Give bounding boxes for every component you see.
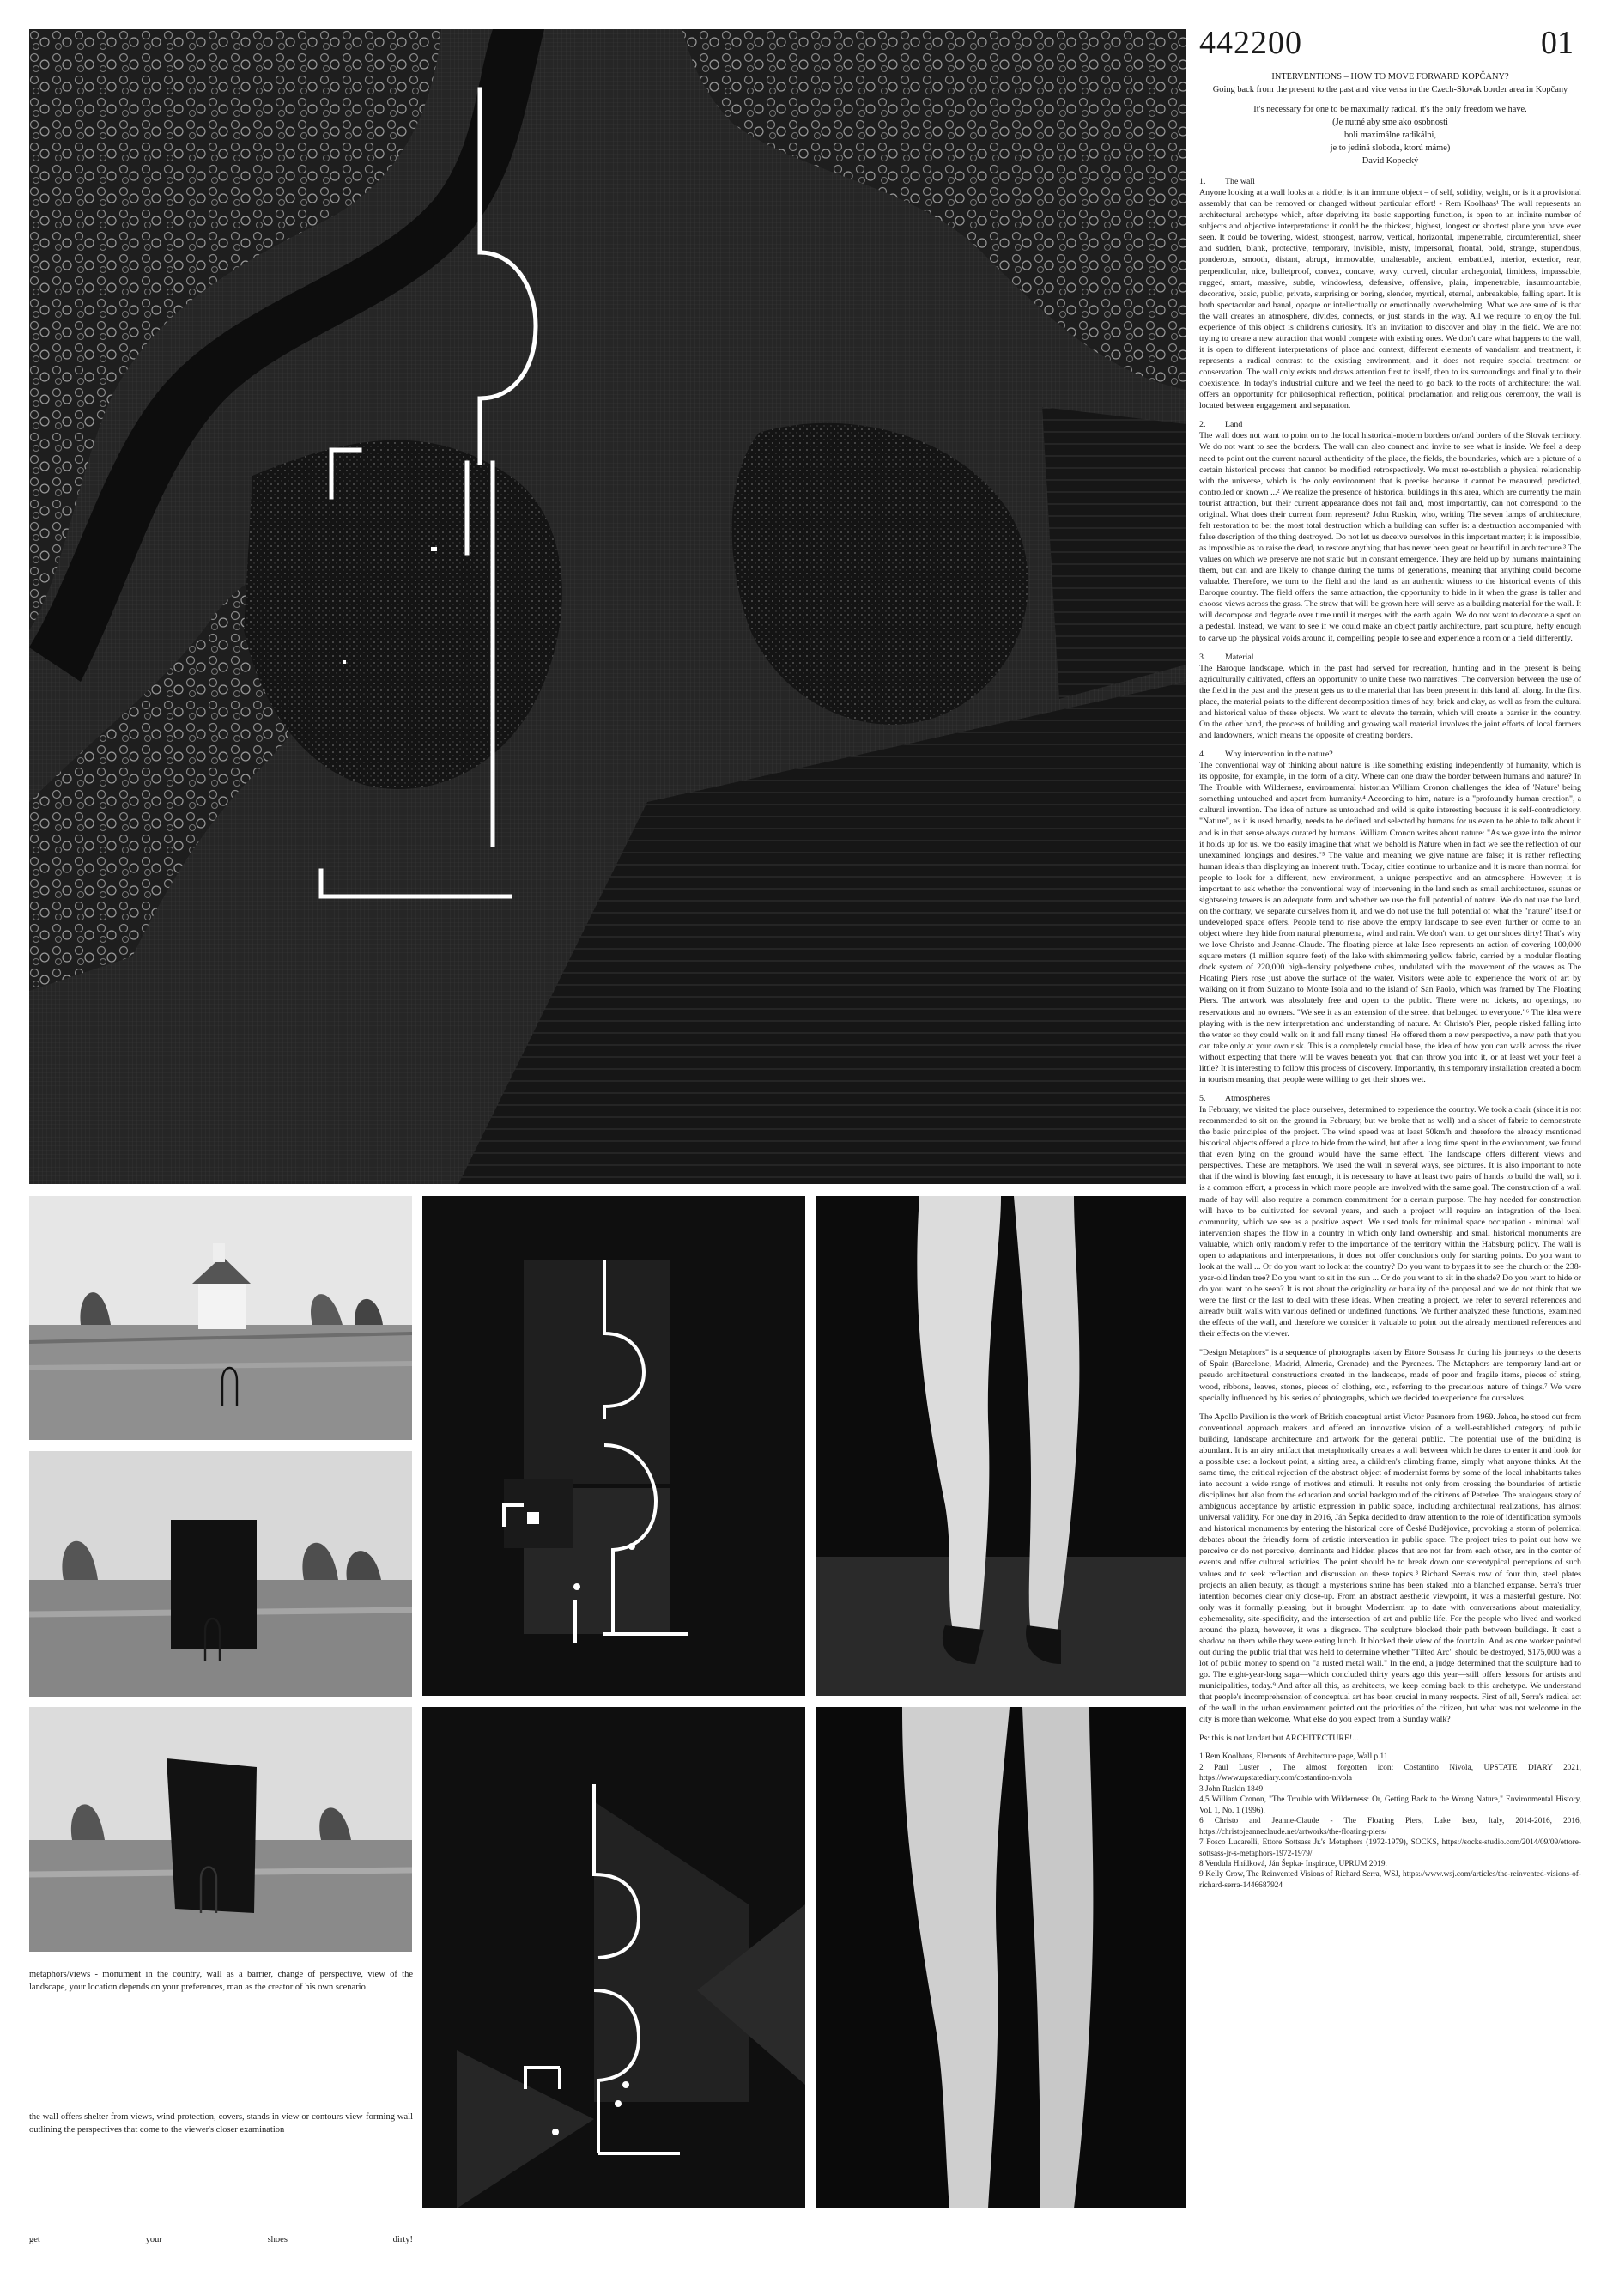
reference-item: 8 Vendula Hnídková, Ján Šepka- Inspirace, UPRUM 2019. bbox=[1199, 1859, 1387, 1868]
section-apollo-pavilion bbox=[1199, 1412, 1581, 1726]
section-number: 1. bbox=[1199, 177, 1206, 186]
section-body: The conventional way of thinking about nature is like something existing independently of humanity, which is its opposite, for example, in the form of a city. Where can one draw the border between humans and nature? In The Trouble with Wilderness, environmental historian William Cronon challenges the idea of 'Nature' being something untouched and apart from humanity.⁴ According to him, nature is a "profoundly human creation", a cultural invention. The idea of nature as untouched and wild is quite interesting because it is self-contradictory. "Nature", as it is used broadly, needs to be defined and selected by humans for us even to be able to talk about it and is in that sense always curated by humans. William Cronon writes about nature: "As we gaze into the mirror it holds up for us, we too easily imagine that what we behold is Nature when in fact we see the reflection of our unexamined longings and desires."⁵ The value and meaning we give nature are false; it is rather reflecting human ideals than displaying an inherent truth. Today, cities continue to urbanize and it is more than normal for people to look for a different, new environment, a unique perspective and an atmosphere. However, it is important to ask whether the conventional way of intervening in the land such as small architectures, saunas or sightseeing towers is an adequate form and whether we use the full potential of nature. We do not use the land, on the contrary, we separate ourselves from it, and we do not use the full potential of what the "nature" itself or undeveloped space offers. People tend to rise above the empty landscape to see even further or come to an object where they hide from natural phenomena, wind and rain. We don't want to get our shoes dirty! That's why we love Christo and Jeanne-Claude. The floating pierce at lake Iseo represents an action of covering 100,000 square meters (1 million square feet) of the lake with shimmering yellow fabric, carried by a modular floating dock system of 220,000 high-density polyethene cubes, undulated with the movement of the waves as The Floating Piers rose just above the surface of the water. Visitors were able to experience the work of art by walking on it from Sulzano to Monte Isola and to the island of San Paolo, which was framed by The Floating Piers. The artwork was absolutely free and open to the public. There were no tickets, no openings, no reservations and no owners. "We see it as an extension of the street that belonged to everyone."⁶ The idea we're playing with is the new interpretation and understanding of nature. At Christo's Pier, people risked falling into the water so they could walk on it and fall many times! He offered them a new perspective, a new path that you can take only at your own risk. This is a completely crucial base, the idea of how you can walk across the river without expecting that there will be waves beneath you that can throw you into it, or at least wet your feet a little? It is interesting to follow this process of discovery. Importantly, this temporary installation created a boom in tourism meaning that people were willing to get their shoes wet. bbox=[1199, 761, 1581, 1084]
quote-line: je to jediná sloboda, ktorú máme) bbox=[1330, 143, 1451, 154]
quote-line: boli maximálne radikálni, bbox=[1343, 131, 1437, 141]
quote-author: David Kopecký bbox=[1361, 156, 1419, 167]
section-number: 4. bbox=[1199, 750, 1206, 760]
postscript: Ps: this is not landart but ARCHITECTURE!... bbox=[1199, 1734, 1359, 1744]
slogan-word: dirty! bbox=[392, 2235, 413, 2244]
section-body: The wall does not want to point on to the local historical-modern borders or/and borders of the Slovak territory. We do not want to see the borders. The wall can also connect and invite to see what is inside. We feel a deep need to point out the current natural authenticity of the place, the fields, the boundaries, which are a picture of a certain historical process that cannot be modified retrospectively. We must re-establish a physical relationship with the universe, which is the only environment that is precise because it cannot be measured, predicted, controlled or known ...² We realize the presence of historical buildings in this area, which are currently the main tourist attraction, but their current appearance does not fail and, most importantly, can not correspond to the original. What does their current form represent? John Ruskin, who, writing The seven lamps of architecture, felt restoration to be: the most total destruction which a building can suffer is: a destruction accompanied with false description of the thing destroyed. Do not let us deceive ourselves in this important matter; it is impossible, as impossible as to raise the dead, to restore anything that has never been great or beautiful in architecture.³ The values on which we preserve are not static but in constant emergence. They are held up by humans maintaining them, but can and are likely to change during the turns of generations, meaning that anything could become valuable. Therefore, we turn to the field and the land as an authentic witness to the historical events of this Baroque country. The field offers the same attraction, the opportunity to hide in it when the grass is taller and choose views across the grass. The straw that will be grown here will serve as a building material for the wall. It will decompose and degrade over time until it merges with the earth again. We do not want to decorate a spot on a pedestal. Instead, we want to see if we could make an object partly architecture, part sculpture, hefty enough to carve up the physical voids around it, compelling people to see and experience a room or a field differently. bbox=[1199, 431, 1581, 643]
section-body: Anyone looking at a wall looks at a riddle; is it an immune object – of self, solidity, weight, or is it a provisional assembly that can be removed or changed without particular effort! - Rem Koolhaas¹ The wall represents an architectural archetype which, after depriving its basic supporting function, is open to an infinite number of subjects and objective interpretations: it could be the thickest, highest, longest or shortest plane you have ever seen. It could be towering, widest, strongest, narrow, vertical, horizontal, impenetrable, circumferential, sheer and sudden, blank, protective, temporary, invisible, misty, impersonal, frontal, bold, strange, stupendous, ponderous, smooth, distant, abrupt, immovable, unalterable, ancient, embattled, interior, exterior, rear, perpendicular, nice, bulletproof, convex, concave, wavy, curved, circular archegonial, limitless, impassable, rugged, smart, massive, subtle, windowless, defensive, offensive, plain, impenetrable, insurmountable, decorative, basic, public, private, surprising or boring, slender, mystical, eternal, unbreakable, falling apart. It is both spectacular and banal, opaque or intellectually or emotionally overwhelming. What we are sure of is that the wall creates an atmosphere, divides, connects, or just stands in the way. All we require to enjoy the full experience of this object is children's curiosity. It's an invitation to discover and play in the field. We are not trying to create a new attraction that would compete with existing ones. We don't care what happens to the wall, it is open to different interpretations of place and context, different elements of vandalism and treatment, it represents a radical contrast to the existing environment, and it does not require special treatment or conservation. The wall only exists and draws attention first to itself, then to its surroundings and finally to their coexistence. In today's industrial culture and we feel the need to go back to the roots of architecture: the wall offers an opportunity for philosophical reflection, political proclamation and religious ceremony, the wall is located between engagement and separation. bbox=[1199, 188, 1581, 411]
quote-line: (Je nutné aby sme ako osobnosti bbox=[1332, 118, 1448, 128]
section-land bbox=[1199, 419, 1581, 643]
caption-metaphors: metaphors/views - monument in the country, wall as a barrier, change of perspective, view of the landscape, your location depends on your preferences, man as the creator of his own scenario bbox=[29, 1970, 413, 1993]
slogan-get-your-shoes-dirty bbox=[29, 2235, 413, 2244]
section-body: The Baroque landscape, which in the past had served for recreation, hunting and in the present is being agriculturally cultivated, offers an opportunity to unite these two narratives. The conversion between the use of the field in the past and the present gets us to the material that has been present in this land all along. In the first place, the material points to the different decomposition times of hay, brick and clay, as well as from the cultural and historical value of these objects. We want to elevate the terrain, which will create a barrier in the country. On the other hand, the process of building and growing wall material involves the joint efforts of local farmers and landowners, which means the opposite of creating borders. bbox=[1199, 663, 1581, 740]
photo-black-wall-chair bbox=[29, 1451, 412, 1697]
section-body: In February, we visited the place ourselves, determined to experience the country. We took a chair (since it is not recommended to sit on the ground in February, but we broke that as well) and a sheet of fabric to demonstrate the basic principles of the project. The wind speed was at least 50km/h and therefore the already mentioned historical objects offered a place to hide from the wind, but after a long time spent in the environment, we found that even lying on the ground would have the same effect. The landscape offers different views and perspectives. These are metaphors. We used the wall in several ways, see pictures. It is also important to note that if the wind is blowing fast enough, it is necessary to have at least two pairs of hands to build the wall, so it is a common effort, a process in which more people are involved with the same goal. The construction of a wall made of hay will also require a common commitment for a certain purpose. The hay needed for construction will have to be cultivated for several years, and such a project will require an integration of the local community, which we see as a positive aspect. We used tools for minimal space occupation - minimal wall intervention shapes the flow in a country in which only land ownership and small historical monuments are valuable, which only randomly refer to the importance of the territory within the Habsburg policy. The wall is open to adaptations and interpretations, it does not offer conclusions only for starting points. Do you want to look at the wall ... Or do you want to look at the country? Do you want to bypass it to see the church or the 238-year-old linden tree? Do you want to sit in the sun ... Or do you want to sit in the shade? Do you want to hide or do you want to be seen? It is not about the originality or banality of the proposal and we do not think that we were the first or the last to deal with these ideas. When creating a project, we refer to several references and already built walls with various defined or undefined functions. We further analyzed these functions, examined the effects of the wall, and therefore we consider it valuable to point out the already mentioned references and their effects on the viewer. bbox=[1199, 1105, 1581, 1339]
section-design-metaphors bbox=[1199, 1347, 1581, 1403]
slogan-word: get bbox=[29, 2235, 40, 2244]
section-title: The wall bbox=[1225, 177, 1255, 186]
section-number: 2. bbox=[1199, 420, 1206, 430]
slogan-word: shoes bbox=[267, 2235, 288, 2244]
intro-subtitle: Going back from the present to the past and vice versa in the Czech-Slovak border area in Kopčany bbox=[1212, 85, 1568, 95]
reference-item: 6 Christo and Jeanne-Claude - The Floating Piers, Lake Iseo, Italy, 2014-2016, 2016, https://christojeanneclaude.net/artworks/the-floating-piers/ bbox=[1199, 1817, 1581, 1837]
section-title: Land bbox=[1225, 420, 1243, 430]
intro-block bbox=[1199, 70, 1581, 175]
slogan-word: your bbox=[145, 2235, 162, 2244]
section-atmospheres bbox=[1199, 1093, 1581, 1339]
wall-graphic-panel-2 bbox=[422, 1707, 805, 2208]
photo-chapel-chair bbox=[29, 1196, 412, 1440]
section-title: Atmospheres bbox=[1225, 1093, 1270, 1103]
aerial-site-map bbox=[29, 29, 1186, 1184]
intro-quote bbox=[1199, 103, 1581, 167]
intro-title: INTERVENTIONS – HOW TO MOVE FORWARD KOPČANY? bbox=[1271, 72, 1509, 82]
section-title: Why intervention in the nature? bbox=[1225, 750, 1333, 760]
quote-line: It's necessary for one to be maximally radical, it's the only freedom we have. bbox=[1253, 105, 1527, 115]
references-list bbox=[1199, 1752, 1581, 1891]
section-body: The Apollo Pavilion is the work of British conceptual artist Victor Pasmore from 1969. Jehoa, he stood out from conventional approach makers and offered an innovative vision of a well-established category of public building, landscape architecture and artwork for the general public. The potential use of the building is abundant. It is an airy artifact that metaphorically creates a wall between which he dares to enter it and look for a possible use: a lookout point, a sitting area, a children's climbing frame, simply what anyone thinks. At the same time, the critical rejection of the abstract object of modernist forms by some of the local inhabitants takes into account a wide range of motives and stimuli. It results not only from crossing the boundaries of artistic disciplines but also from the education and social background of the citizens of Peterlee. The analogous story of ambiguous acceptance by artistic expression in public space, including architectural realizations, has almost universal validity. For one day in 2016, Ján Šepka decided to draw attention to the role of identification symbols and historical monuments by entering the historical core of České Budějovice, provoking a storm of polemical debates about the friendly form of artistic intervention in public space. The project tries to point out how we perceive or do not perceive, dominants and hidden places that are not far from each other, are in the center of events and offer cultural activities. The point should be to break down our stereotypical perceptions of such values and to seek reflection and discussion on these topics.⁸ Richard Serra's row of four thin, steel plates projects an alien beauty, as though a mysterious shrine has been staked into a blanched expanse. Serra's truer intention becomes clear only close-up. From an abstract aesthetic viewpoint, it was a masterful gesture. Not only was it formally pleasing, but it brought Modernism up to date with conversations about materiality, ephemerality, site-specificity, and the intersection of art and public life. For the people who lived and worked around the plaza, however, it was a disgrace. The sculpture blocked their path between buildings. It cast a shadow on them while they were eating lunch. It blocked their view of the fountain. And as one worker pointed out during the public trial that was held to determine whether "Tilted Arc" should be destroyed, $175,000 was a lot of public money to spend on "a rusted metal wall." In the end, a judge determined that the sculpture had to go. The eight-year-long saga—which concluded thirty years ago this year—still offers lessons for artists and municipalities, today.⁹ And after all this, as architects, we keep coming back to this archetype. We understand that people's incomprehension of conceptual art has been crucial in many respects. First of all, Serra's radical act of the wall in the urban environment pointed out the priorities of the citizen, but what was not welcome in the city is more than welcome. What else do you expect from a Sunday walk? bbox=[1199, 1412, 1581, 1725]
caption-shelter: the wall offers shelter from views, wind protection, covers, stands in view or contours view-forming wall outlining the perspectives that come to the viewer's closer examination bbox=[29, 2112, 413, 2135]
reference-item: 1 Rem Koolhaas, Elements of Architecture page, Wall p.11 bbox=[1199, 1752, 1388, 1762]
essay-text bbox=[1199, 176, 1581, 1891]
photo-legs-heels-1 bbox=[816, 1196, 1186, 1696]
reference-item: 7 Fosco Lucarelli, Ettore Sottsass Jr.'s Metaphors (1972-1979), SOCKS, https://socks-studio.com/2014/09/09/ettore-sottsass-jr-s-metaphors-1972-1979/ bbox=[1199, 1838, 1581, 1858]
section-number: 3. bbox=[1199, 652, 1206, 662]
reference-item: 4,5 William Cronon, "The Trouble with Wilderness: Or, Getting Back to the Wrong Nature," Environmental History, Vol. 1, No. 1 (1996). bbox=[1199, 1795, 1581, 1815]
wall-graphic-panel-1 bbox=[422, 1196, 805, 1696]
reference-item: 3 John Ruskin 1849 bbox=[1199, 1784, 1264, 1794]
section-body: "Design Metaphors" is a sequence of photographs taken by Ettore Sottsass Jr. during his journeys to the deserts of Spain (Barcelone, Madrid, Almeria, Grenade) and the Pyrenees. The Metaphors are temporary land-art or pseudo architectural constructions created in the landscape, made of poor and fragile items, pieces of string, wood, ribbons, leaves, stones, pieces of clothing, etc., referring to the precarious nature of things.⁷ We were specially influenced by his series of photographs, which we decided to experience for ourselves. bbox=[1199, 1348, 1581, 1403]
section-number: 5. bbox=[1199, 1093, 1206, 1103]
project-code: 442200 bbox=[1199, 25, 1302, 61]
section-nature bbox=[1199, 749, 1581, 1085]
section-material bbox=[1199, 652, 1581, 742]
photo-fabric-wall bbox=[29, 1707, 412, 1952]
reference-item: 2 Paul Luster , The almost forgotten icon: Costantino Nivola, UPSTATE DIARY 2021, https://www.upstatediary.com/costantino-nivola bbox=[1199, 1763, 1581, 1783]
page-number: 01 bbox=[1541, 25, 1574, 61]
photo-legs-heels-2 bbox=[816, 1707, 1186, 2208]
section-title: Material bbox=[1225, 652, 1254, 662]
section-postscript bbox=[1199, 1733, 1581, 1744]
section-wall bbox=[1199, 176, 1581, 411]
reference-item: 9 Kelly Crow, The Reinvented Visions of Richard Serra, WSJ, https://www.wsj.com/articles/the-reinvented-visions-of-richard-serra-1446687924 bbox=[1199, 1870, 1581, 1890]
